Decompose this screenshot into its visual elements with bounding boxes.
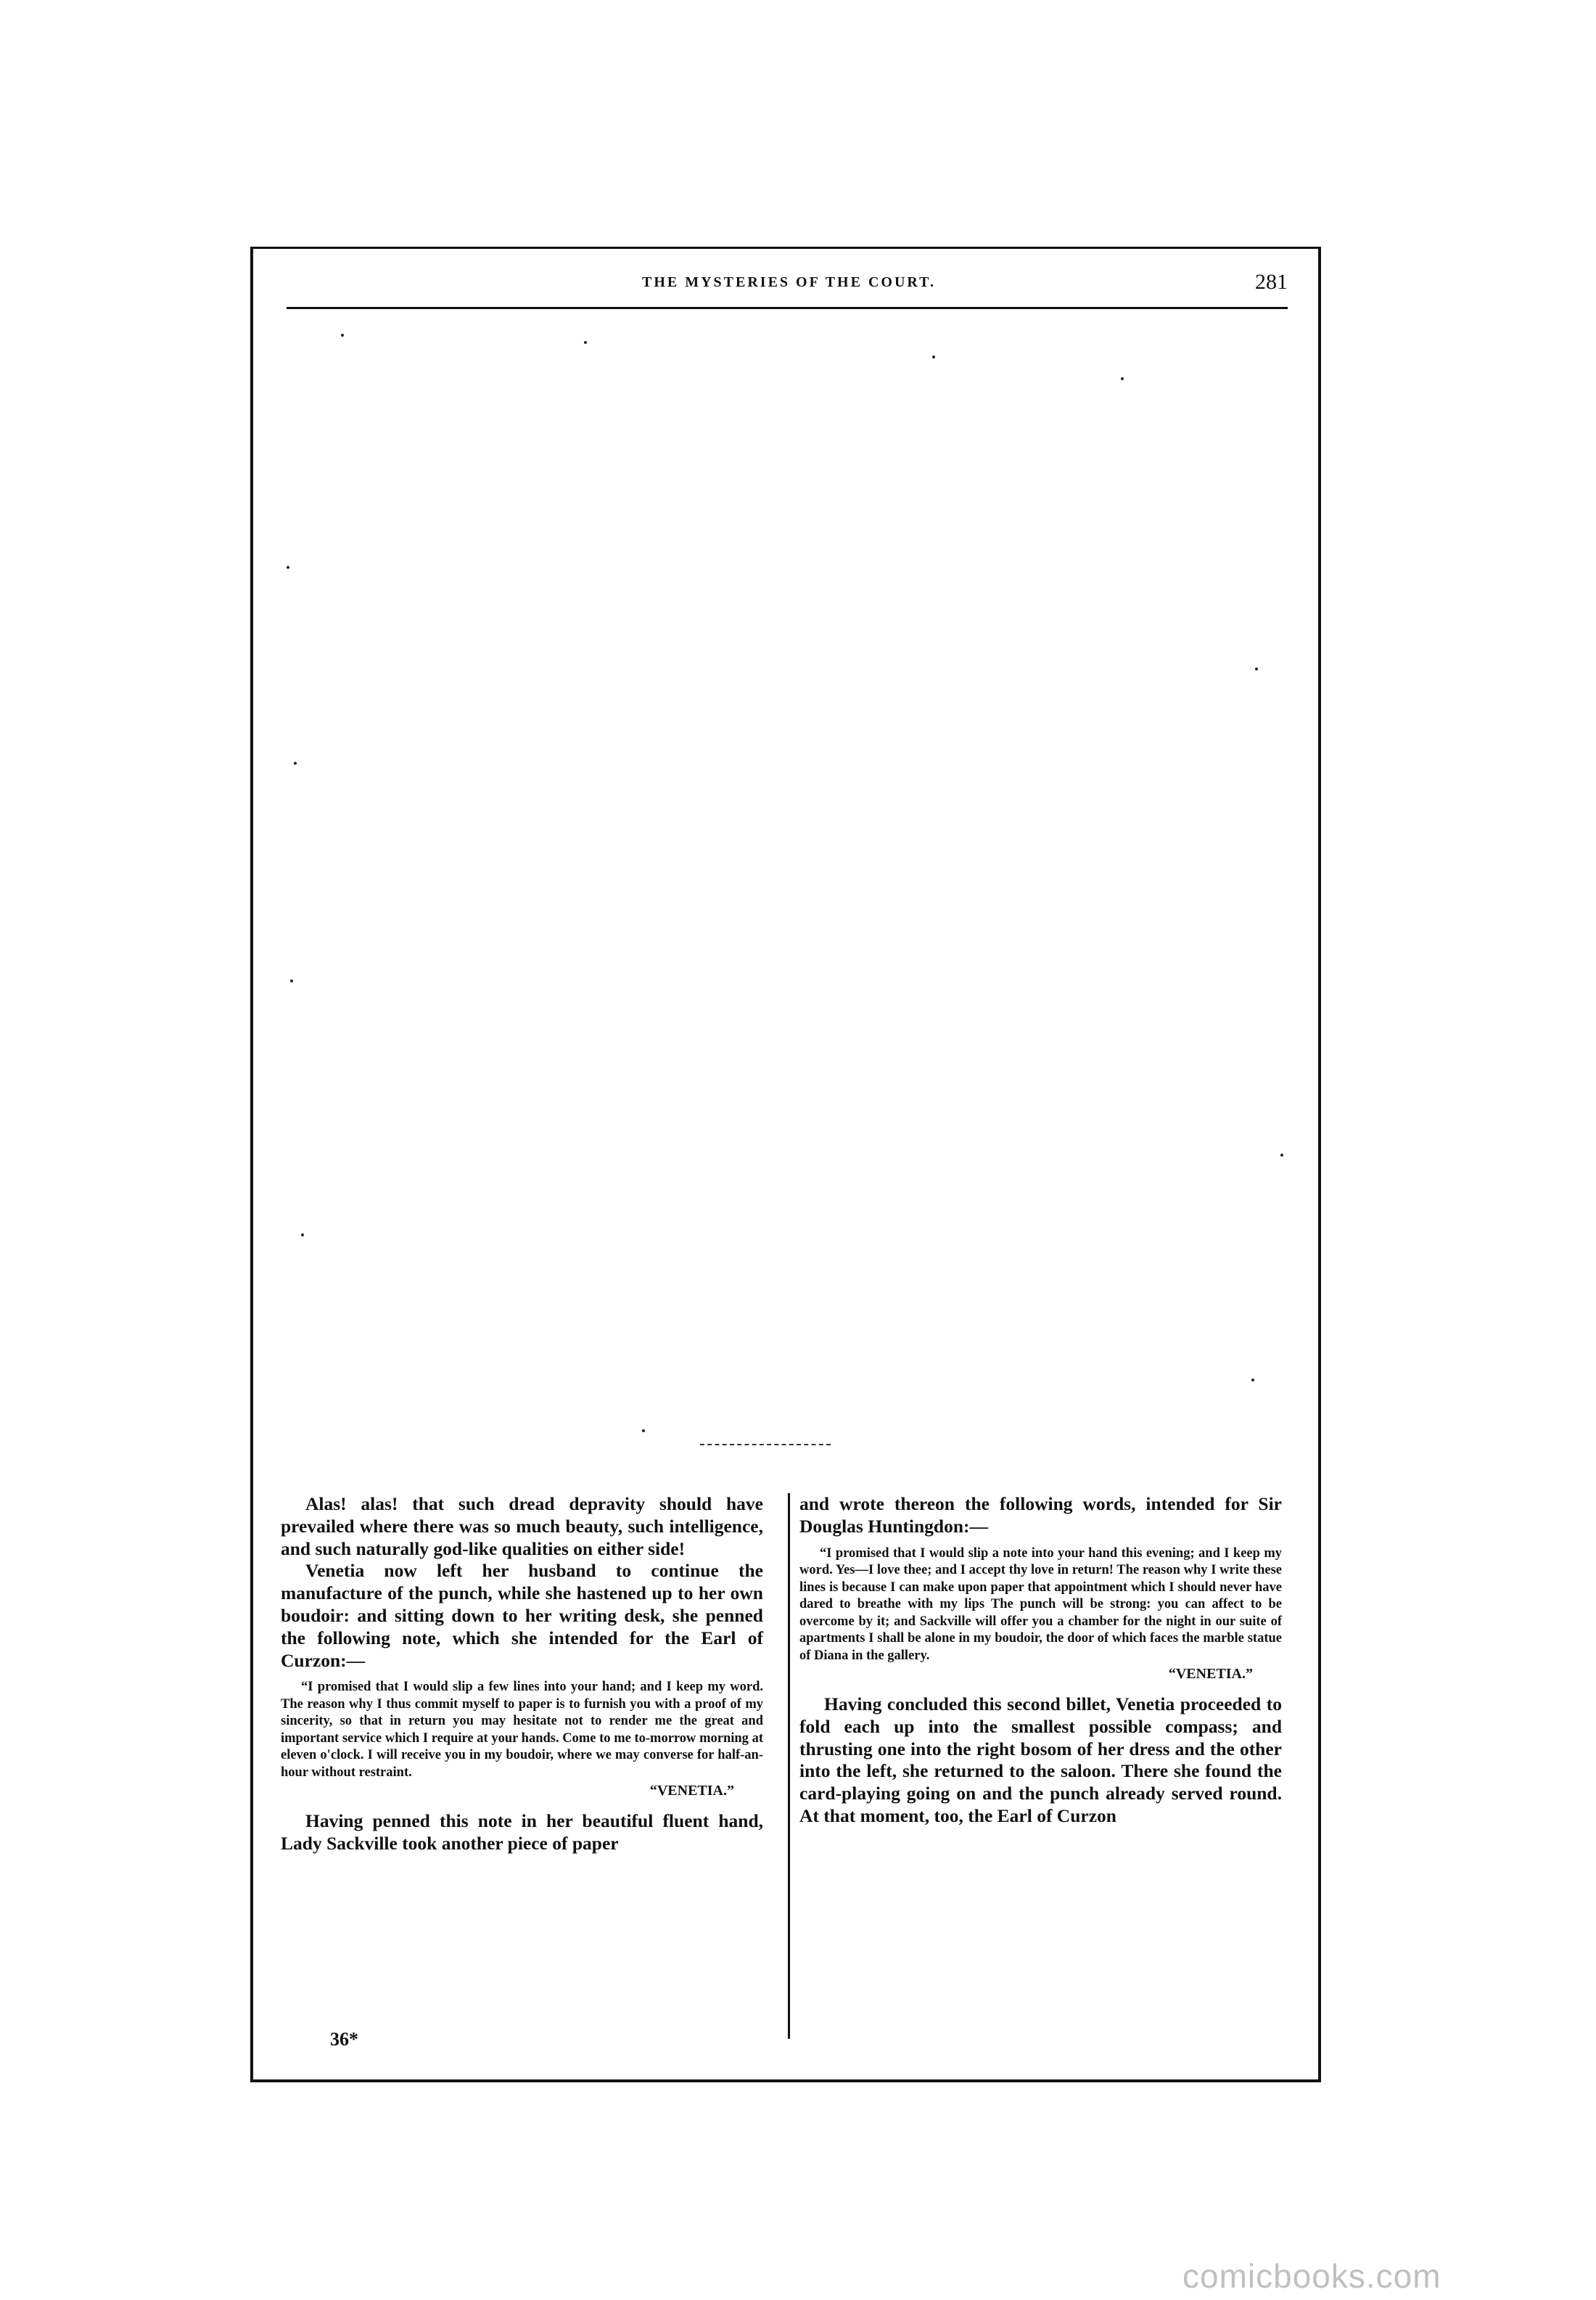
print-speck [1255,668,1258,670]
print-speck [1121,377,1124,380]
paragraph: Having penned this note in her beautiful fluent hand, Lady Sackville took another piece of paper [281,1810,763,1855]
right-column [799,1493,1282,1828]
print-speck [1251,1379,1254,1381]
page-number: 281 [1255,270,1288,294]
column-rule [788,1493,790,2039]
print-speck [584,341,587,344]
left-column [281,1493,763,1855]
letter-signature: “VENETIA.” [1168,1666,1253,1683]
print-speck [341,334,344,337]
paragraph: and wrote thereon the following words, intended for Sir Douglas Huntingdon:— [799,1493,1282,1537]
header-rule [287,307,1288,309]
print-speck [294,762,297,765]
print-speck [301,1233,304,1236]
paragraph: Having concluded this second billet, Venetia proceeded to fold each up into the smallest possible compass; and thrusting one into the right bosom of her dress and the other into the left, she returned to the saloon. There she found the card-playing going on and the punch already served round. At that moment, too, the Earl of Curzon [799,1693,1282,1827]
print-speck [287,566,289,569]
print-speck [642,1429,645,1432]
printer-signature-mark: 36* [330,2029,358,2050]
paragraph: Alas! alas! that such dread depravity should have prevailed where there was so much beauty, such intelligence, and such naturally god-like qualities on either side! [281,1493,763,1559]
running-header [287,270,1288,308]
paragraph: Venetia now left her husband to continue the manufacture of the punch, while she hastened up to her own boudoir: and sitting down to her writing desk, she penned the following note, which she intended for the Earl of Curzon:— [281,1560,763,1671]
print-speck [932,356,935,358]
blank-illustration-area [279,319,1295,1458]
letter-to-earl: “I promised that I would slip a few lines into your hand; and I keep my word. The reason why I thus commit myself to paper is to furnish you with a proof of my sincerity, so that in return you may hesitate not to render me the great and important service which I require at your hands. Come to me to-morrow morning at eleven o'clock. I will receive you in my boudoir, where we may converse for half-an-hour without restraint. [281,1680,763,1780]
letter-signature: “VENETIA.” [649,1783,734,1799]
print-speck [290,979,293,982]
watermark: comicbooks.com [1182,2257,1441,2295]
section-separator [700,1444,831,1445]
letter-to-sir-douglas: “I promised that I would slip a note into your hand this evening; and I keep my word. Yes—I love thee; and I accept thy love in return! The reason why I write these lines is because I can make upon paper that appointment which I should never have dared to breathe with my lips The punch will be strong: you can affect to be overcome by it; and Sackville will offer you a chamber for the night in our suite of apartments I shall be alone in my boudoir, the door of which faces the marble statue of Diana in the gallery. [799,1545,1282,1663]
running-title: THE MYSTERIES OF THE COURT. [642,274,936,290]
print-speck [1280,1154,1283,1157]
